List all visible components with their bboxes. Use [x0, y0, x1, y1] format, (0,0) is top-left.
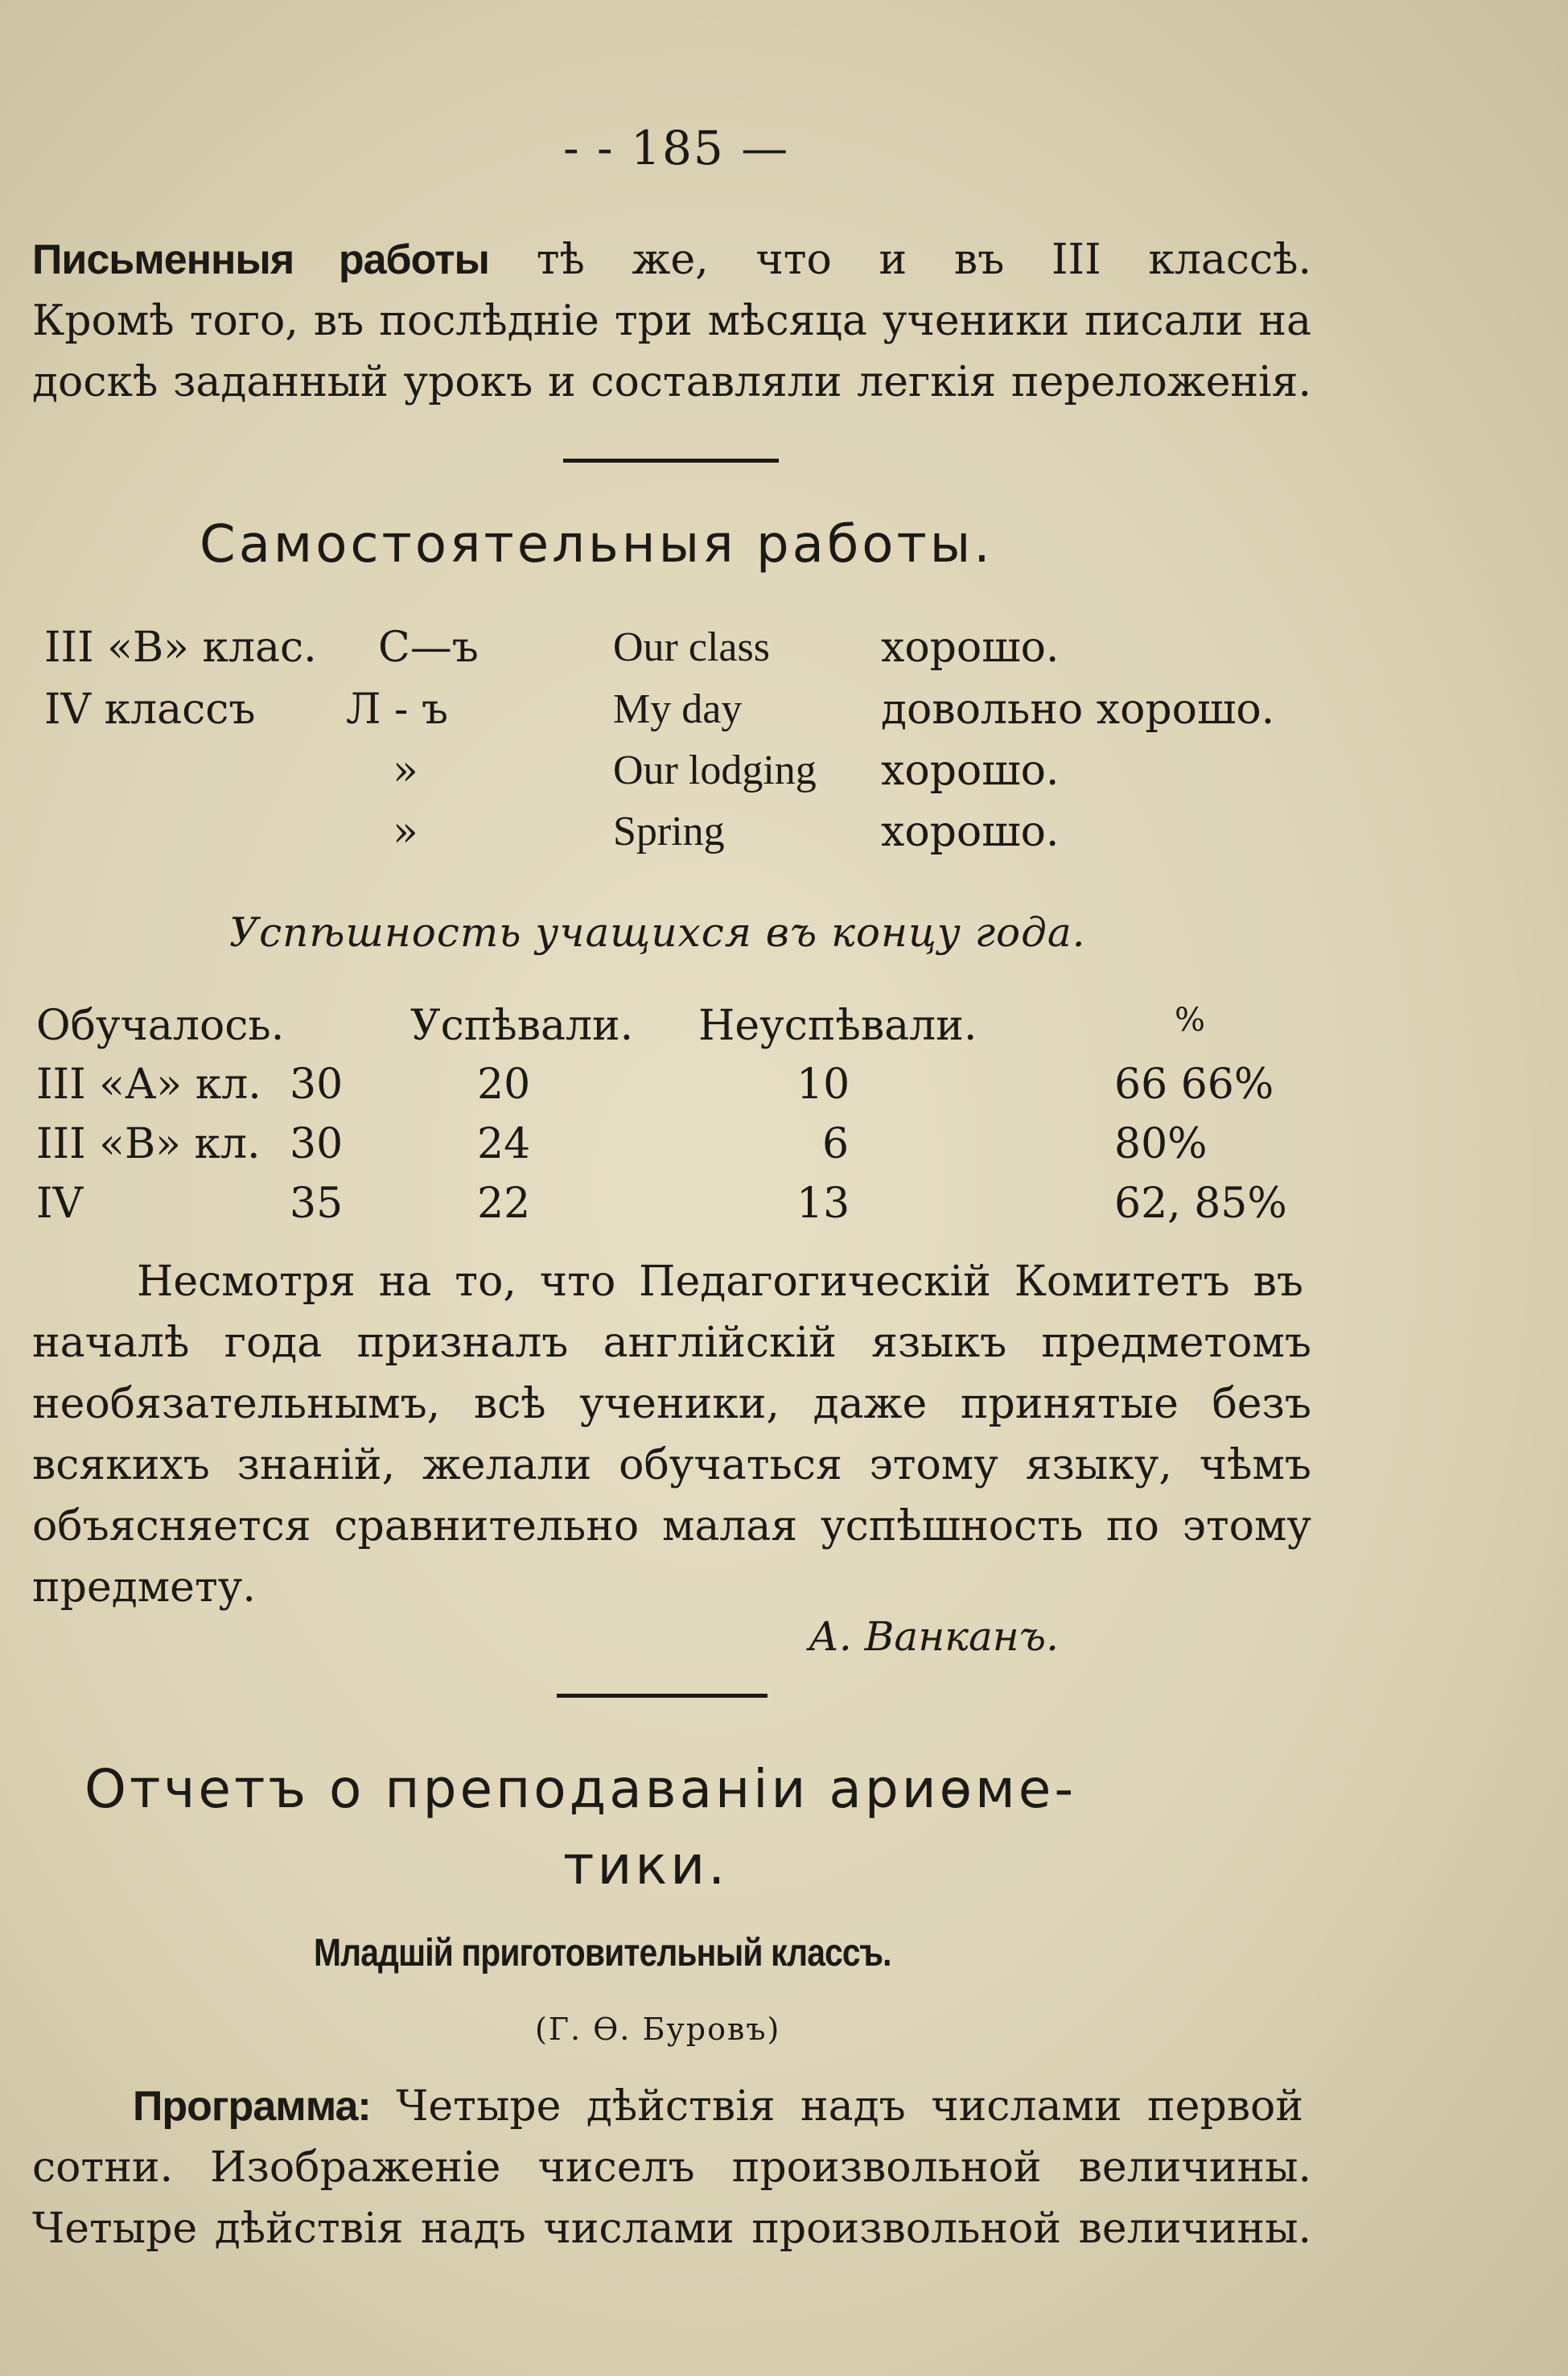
- iw-class-1: III «В» клас.: [44, 624, 317, 672]
- signature: А. Ванканъ.: [809, 1613, 1059, 1660]
- progress-class-3: IV: [36, 1180, 84, 1228]
- progress-header-passed: Успѣвали.: [410, 1002, 634, 1050]
- written-work-line-1-rest: тѣ же, что и въ III классѣ.: [536, 236, 1312, 284]
- iw-topic-3: Our lodging: [613, 747, 817, 793]
- progress-total-1: 30: [290, 1060, 344, 1109]
- written-work-line-3: доскѣ заданный урокъ и составляли легкія переложенія.: [32, 358, 1311, 406]
- section-divider-2: [557, 1694, 768, 1698]
- program-line-3: Четыре дѣйствія надъ числами произвольной величины.: [32, 2205, 1311, 2253]
- progress-class-2: III «В» кл.: [36, 1120, 261, 1168]
- arithmetic-title-line-1: Отчетъ о преподаваніи ариөме-: [84, 1758, 1077, 1820]
- iw-student-1: С—ъ: [378, 624, 479, 672]
- conclusion-line-5: объясняется сравнительно малая успѣшность по этому: [32, 1502, 1311, 1550]
- progress-percent-1: 66 66%: [1114, 1060, 1274, 1109]
- page-number: - - 185 —: [563, 121, 790, 175]
- written-work-line-2: Кромѣ того, въ послѣдніе три мѣсяца ученики писали на: [32, 297, 1311, 345]
- conclusion-line-4: всякихъ знаній, желали обучаться этому языку, чѣмъ: [32, 1441, 1311, 1489]
- progress-header-total: Обучалось.: [36, 1002, 285, 1050]
- iw-student-2: Л - ъ: [346, 686, 449, 734]
- progress-percent-2: 80%: [1114, 1120, 1208, 1168]
- progress-total-3: 35: [290, 1180, 344, 1228]
- progress-class-1: III «А» кл.: [36, 1060, 261, 1109]
- progress-failed-1: 10: [796, 1060, 850, 1109]
- program-line-2: сотни. Изображеніе чиселъ произвольной величины.: [32, 2143, 1311, 2192]
- iw-class-2: IV классъ: [44, 686, 256, 734]
- program-line-1: [133, 2076, 1303, 2137]
- iw-grade-1: хорошо.: [881, 624, 1060, 672]
- progress-header-failed: Неуспѣвали.: [698, 1002, 977, 1050]
- independent-work-title: Самостоятельныя работы.: [200, 515, 994, 574]
- progress-percent-3: 62, 85%: [1114, 1180, 1287, 1228]
- progress-header-percent: %: [1175, 1002, 1206, 1039]
- iw-student-3: »: [393, 747, 418, 795]
- section-divider: [563, 459, 779, 463]
- progress-passed-1: 20: [477, 1060, 531, 1109]
- iw-student-4: »: [393, 808, 418, 856]
- progress-title: Успѣшность учащихся въ концу года.: [229, 909, 1086, 956]
- conclusion-line-1: Несмотря на то, что Педагогическій Комитетъ въ: [137, 1258, 1303, 1306]
- program-lead: Программа:: [133, 2083, 371, 2130]
- conclusion-line-3: необязательнымъ, всѣ ученики, даже принятые безъ: [32, 1380, 1311, 1428]
- iw-grade-3: хорошо.: [881, 747, 1060, 795]
- iw-grade-4: хорошо.: [881, 808, 1060, 856]
- iw-grade-2: довольно хорошо.: [881, 686, 1275, 734]
- class-title: Младшій приготовительный классъ.: [314, 1932, 891, 1975]
- progress-passed-3: 22: [477, 1180, 531, 1228]
- progress-failed-3: 13: [796, 1180, 850, 1228]
- iw-topic-4: Spring: [613, 809, 725, 854]
- teacher-name: (Г. Ө. Буровъ): [535, 2012, 781, 2047]
- written-work-line-1: [32, 229, 1311, 290]
- iw-topic-2: My day: [613, 686, 743, 732]
- program-line-1-rest: Четыре дѣйствія надъ числами первой: [396, 2082, 1303, 2131]
- arithmetic-title-line-2: тики.: [563, 1835, 729, 1896]
- progress-passed-2: 24: [477, 1120, 531, 1168]
- written-work-lead: Письменныя работы: [32, 237, 489, 283]
- conclusion-line-6: предмету.: [32, 1563, 256, 1612]
- progress-failed-2: 6: [822, 1120, 850, 1168]
- iw-topic-1: Our class: [613, 624, 770, 670]
- progress-total-2: 30: [290, 1120, 344, 1168]
- conclusion-line-2: началѣ года призналъ англійскій языкъ предметомъ: [32, 1319, 1311, 1367]
